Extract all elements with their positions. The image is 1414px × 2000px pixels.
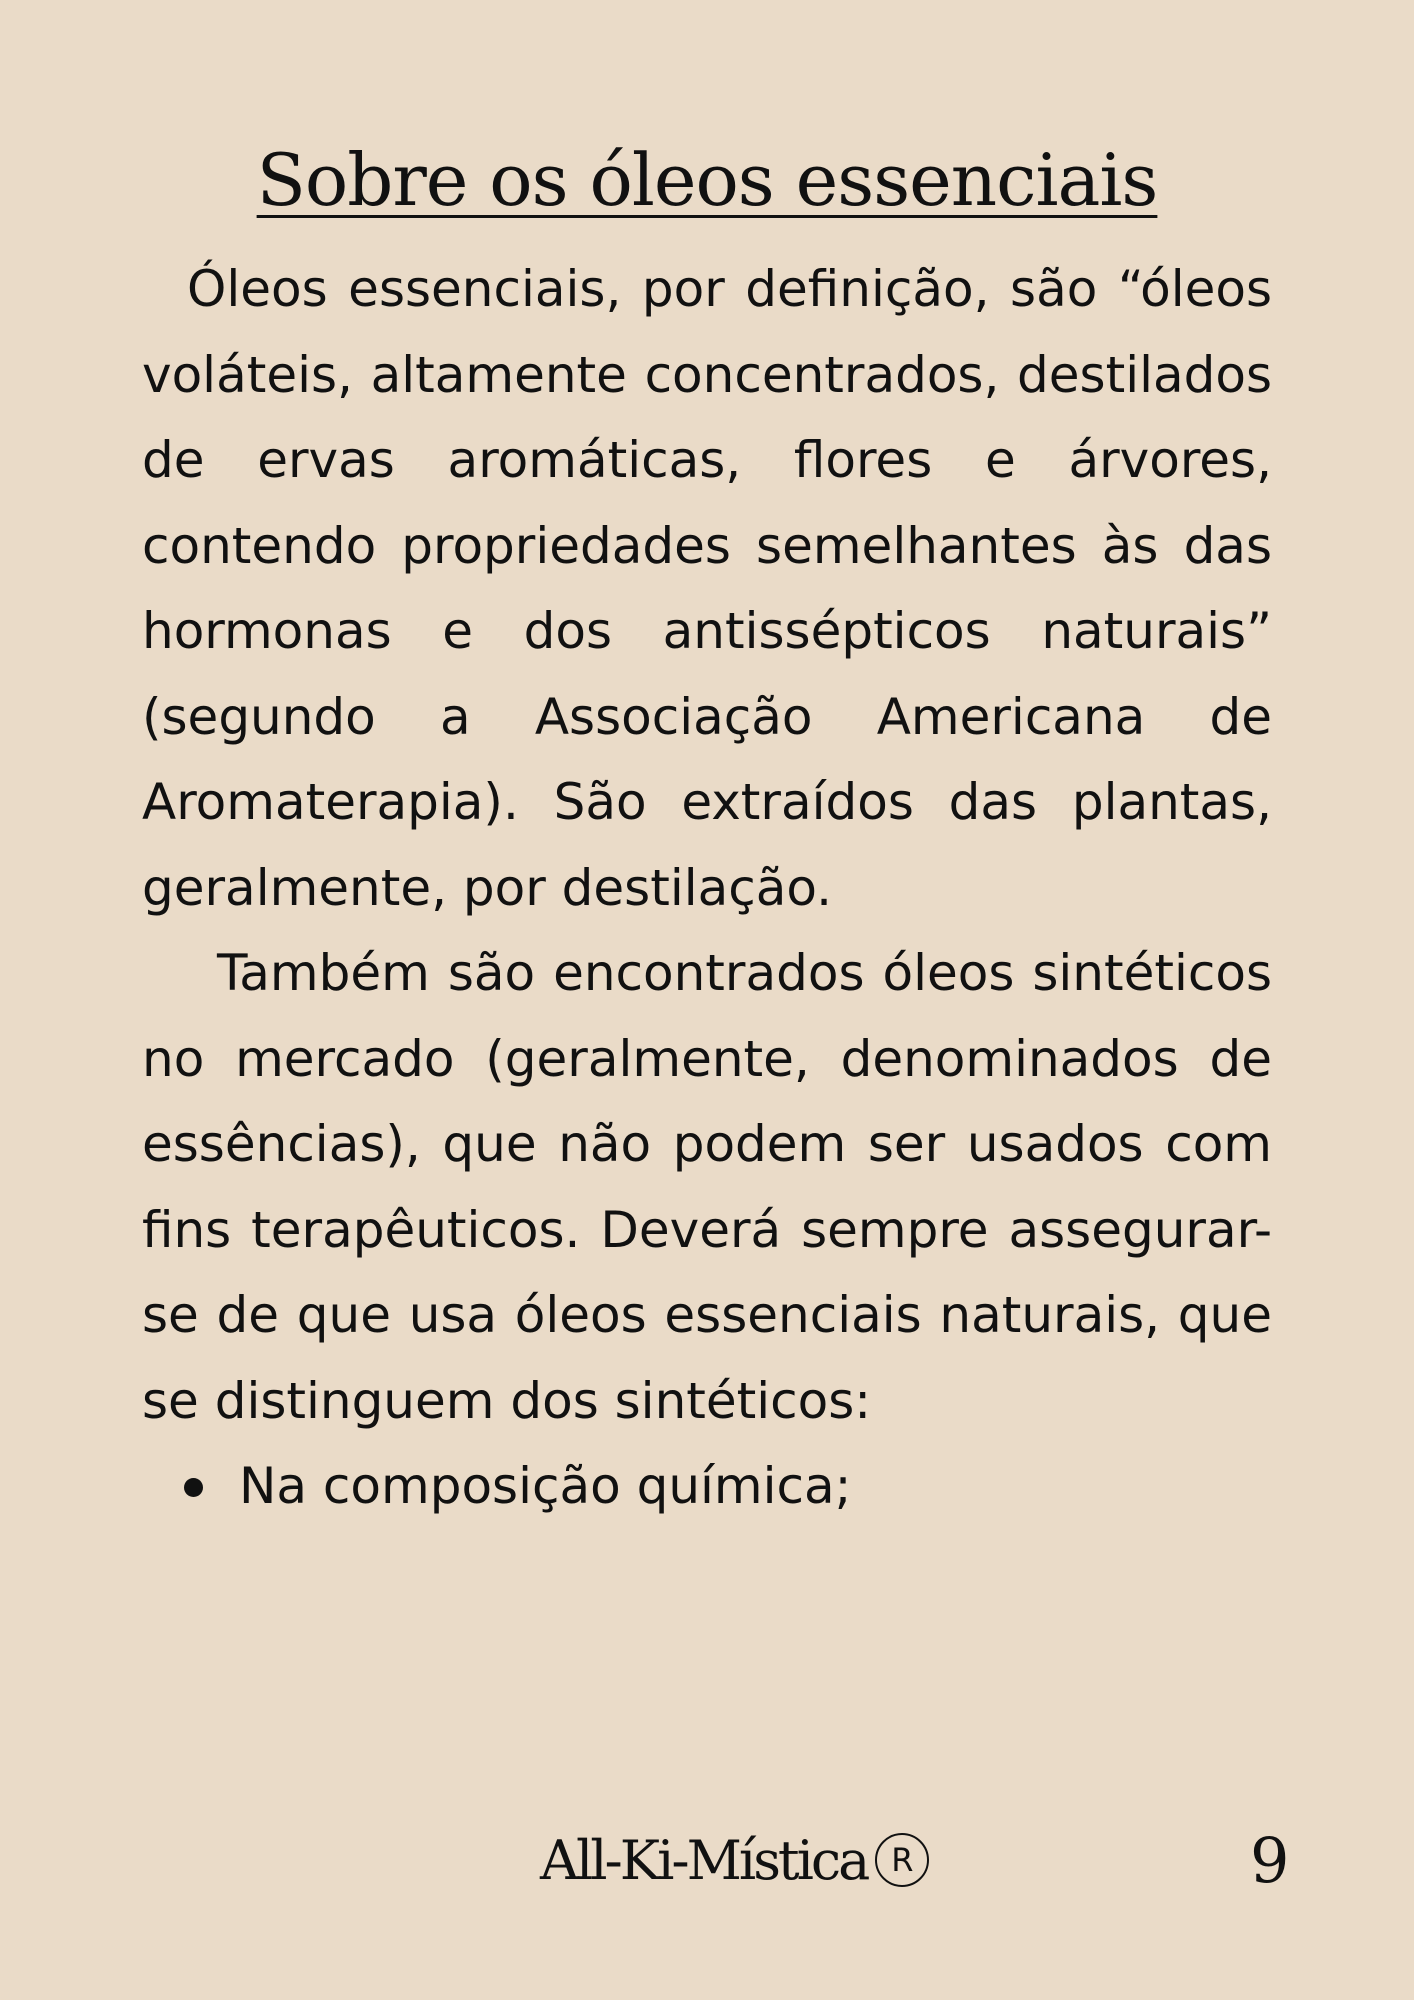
bullet-dot-icon: [184, 1478, 203, 1497]
brand-name: All-Ki-Mística: [540, 1828, 868, 1892]
body-text: [142, 247, 1272, 1530]
list-item-text: Na composição química;: [239, 1457, 852, 1515]
page-title-text: Sobre os óleos essenciais: [256, 138, 1158, 222]
registered-trademark-icon: R: [875, 1833, 929, 1887]
paragraph-synthetic-oils: Também são encontrados óleos sintéticos no mercado (geralmente, denominados de essências), que não podem ser usados com fins terapêuticos. Deverá sempre assegurar-se de que usa óleos essenciais naturais, que se distinguem dos sintéticos:: [142, 944, 1272, 1430]
page-title: [0, 135, 1414, 225]
paragraph-definition: Óleos essenciais, por definição, são “óleos voláteis, altamente concentrados, destilados de ervas aromáticas, flores e árvores, contendo propriedades semelhantes às das hormonas e dos antissépticos naturais” (segundo a Associação Americana de Aromaterapia). São extraídos das plantas, geralmente, por destilação.: [142, 260, 1272, 917]
page-number: 9: [1250, 1823, 1290, 1897]
footer-brand: [540, 1820, 929, 1900]
list-item: [239, 1444, 1272, 1530]
bullet-list: [142, 1444, 1272, 1530]
